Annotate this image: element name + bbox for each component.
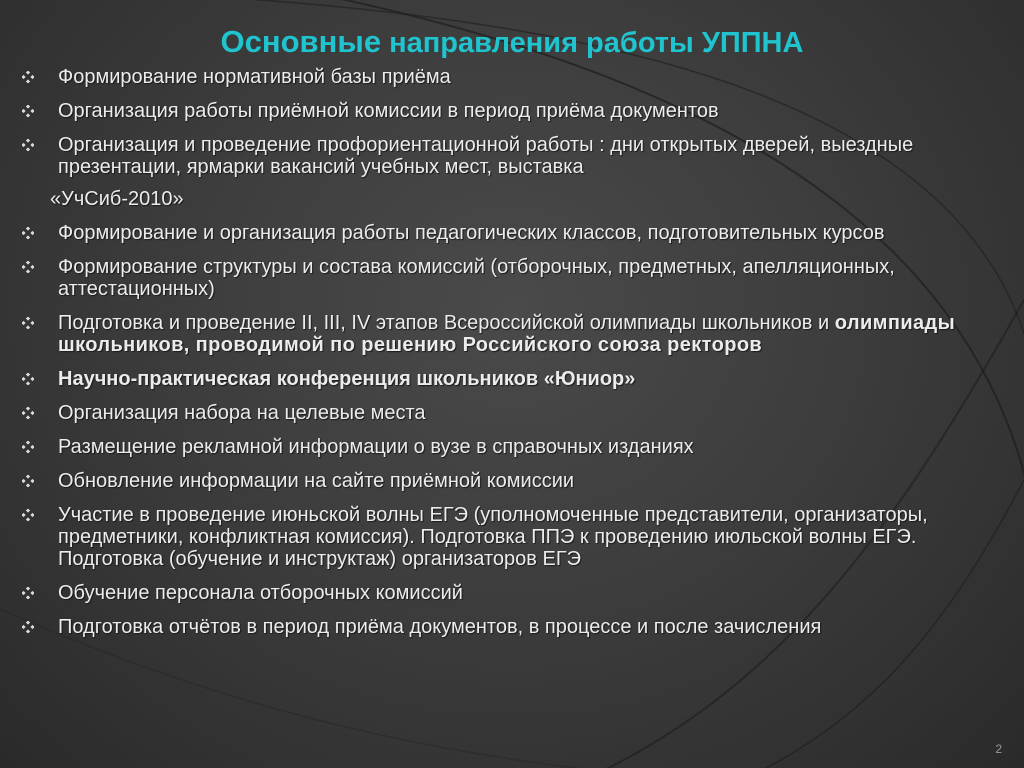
diamond-bullet-icon <box>22 261 34 273</box>
list-item-text: Размещение рекламной информации о вузе в справочных изданиях <box>58 436 694 458</box>
list-item <box>20 504 1010 570</box>
list-item-text: Подготовка отчётов в период приёма документов, в процессе и после зачисления <box>58 616 822 638</box>
diamond-bullet-icon <box>22 373 34 385</box>
list-item-text: Формирование нормативной базы приёма <box>58 66 451 88</box>
list-item-text: Организация и проведение профориентационной работы : дни открытых дверей, выездные презентации, ярмарки вакансий учебных мест, выставка <box>58 134 914 178</box>
title-part-2: направления работы УППНА <box>381 27 804 59</box>
list-item <box>20 436 1010 458</box>
list-item <box>20 66 1010 88</box>
list-item <box>20 402 1010 424</box>
list-item <box>20 256 1010 300</box>
list-item-text: Формирование структуры и состава комиссий (отборочных, предметных, апелляционных, аттестационных) <box>58 256 895 300</box>
title-part-1: Основные <box>220 24 382 59</box>
list-item <box>20 312 1010 356</box>
list-item-text: «УчСиб-2010» <box>50 188 184 210</box>
list-item <box>20 100 1010 122</box>
diamond-bullet-icon <box>22 227 34 239</box>
diamond-bullet-icon <box>22 317 34 329</box>
bullet-list <box>20 66 1010 650</box>
list-item-text: Участие в проведение июньской волны ЕГЭ (уполномоченные представители, организаторы, предметники, конфликтная комиссия). Подготовка ППЭ к проведению июльской волны ЕГЭ. Подготовка (обучение и инструктаж) организаторов ЕГЭ <box>58 504 928 570</box>
list-item-continuation <box>20 188 1010 210</box>
list-item <box>20 368 1010 390</box>
list-item <box>20 616 1010 638</box>
list-item <box>20 134 1010 178</box>
page-number: 2 <box>995 742 1002 756</box>
diamond-bullet-icon <box>22 587 34 599</box>
diamond-bullet-icon <box>22 621 34 633</box>
diamond-bullet-icon <box>22 509 34 521</box>
list-item <box>20 582 1010 604</box>
list-item-text: Организация набора на целевые места <box>58 402 426 424</box>
slide-title <box>0 24 1024 60</box>
list-item <box>20 222 1010 244</box>
diamond-bullet-icon <box>22 441 34 453</box>
diamond-bullet-icon <box>22 71 34 83</box>
diamond-bullet-icon <box>22 105 34 117</box>
list-item-text: Формирование и организация работы педагогических классов, подготовительных курсов <box>58 222 885 244</box>
list-item-text: Научно-практическая конференция школьников «Юниор» <box>58 368 636 390</box>
list-item-text: Обновление информации на сайте приёмной комиссии <box>58 470 575 492</box>
list-item-text: Подготовка и проведение II, III, IV этапов Всероссийской олимпиады школьников и <box>58 312 830 334</box>
diamond-bullet-icon <box>22 407 34 419</box>
list-item-text: Обучение персонала отборочных комиссий <box>58 582 463 604</box>
list-item-text-bold: олимпиады школьников, проводимой по решению Российского союза ректоров <box>58 312 956 356</box>
diamond-bullet-icon <box>22 139 34 151</box>
list-item-text: Организация работы приёмной комиссии в период приёма документов <box>58 100 719 122</box>
diamond-bullet-icon <box>22 475 34 487</box>
list-item <box>20 470 1010 492</box>
